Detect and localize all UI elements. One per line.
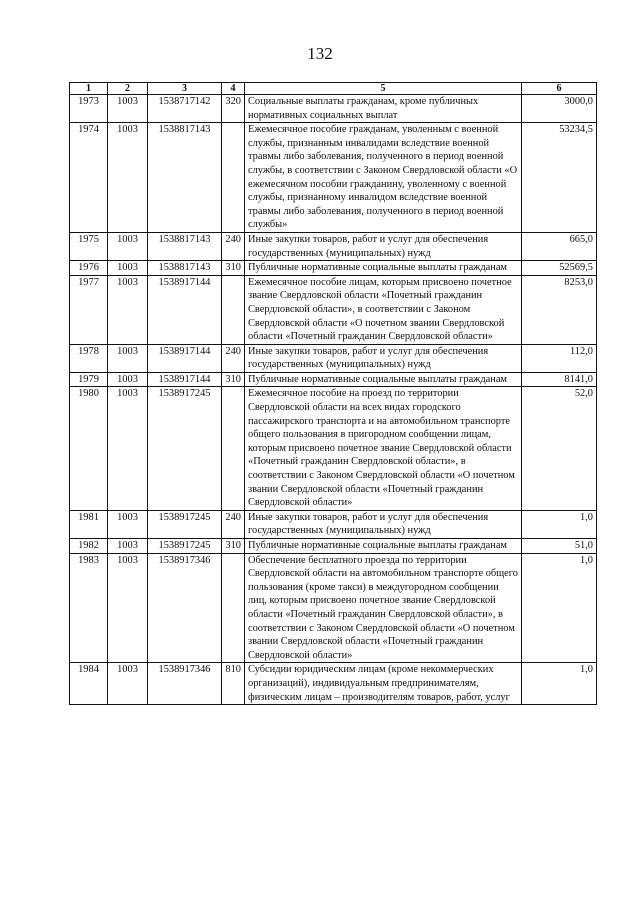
header-col-6: 6 [522,83,597,95]
table-row [70,232,597,260]
item-name: Обеспечение бесплатного проезда по территории Свердловской области на автомобильном транспорте общего пользования (кроме такси) в междугородном сообщении лиц, которым присвоено почетное звание Свердловской области «Почетный гражданин Свердловской области», в соответствии с Законом Свердловской области «О почетном звании Свердловской области «Почетный гражданин Свердловской области» [245,553,522,663]
kind-code: 310 [222,372,245,387]
target-code: 1538917144 [148,372,222,387]
row-number: 1975 [70,232,108,260]
section-code: 1003 [108,95,148,123]
section-code: 1003 [108,232,148,260]
item-name: Публичные нормативные социальные выплаты гражданам [245,261,522,276]
amount: 1,0 [522,510,597,538]
amount: 3000,0 [522,95,597,123]
header-col-2: 2 [108,83,148,95]
target-code: 1538917346 [148,553,222,663]
item-name: Ежемесячное пособие на проезд по территории Свердловской области на всех видах городского пассажирского транспорта и на автомобильном транспорте общего пользования в пригородном сообщении лицам, которым присвоено почетное звание Свердловской области «Почетный гражданин Свердловской области», в соответствии с Законом Свердловской области «О почетном звании Свердловской области «Почетный гражданин Свердловской области» [245,387,522,510]
kind-code: 320 [222,95,245,123]
page-number: 132 [307,44,333,63]
target-code: 1538917245 [148,387,222,510]
item-name: Публичные нормативные социальные выплаты гражданам [245,539,522,554]
kind-code: 240 [222,510,245,538]
kind-code: 240 [222,232,245,260]
kind-code [222,123,245,233]
amount: 1,0 [522,663,597,705]
item-name: Иные закупки товаров, работ и услуг для обеспечения государственных (муниципальных) нужд [245,510,522,538]
section-code: 1003 [108,372,148,387]
kind-code: 810 [222,663,245,705]
amount: 51,0 [522,539,597,554]
section-code: 1003 [108,663,148,705]
row-number: 1973 [70,95,108,123]
table-row [70,344,597,372]
amount: 53234,5 [522,123,597,233]
table-row [70,663,597,705]
target-code: 1538917144 [148,344,222,372]
item-name: Ежемесячное пособие лицам, которым присвоено почетное звание Свердловской области «Почетный гражданин Свердловской области», в соответствии с Законом Свердловской области «О почетном звании Свердловской области «Почетный гражданин Свердловской области» [245,275,522,344]
section-code: 1003 [108,123,148,233]
item-name: Публичные нормативные социальные выплаты гражданам [245,372,522,387]
section-code: 1003 [108,510,148,538]
table-row [70,553,597,663]
header-col-4: 4 [222,83,245,95]
target-code: 1538817143 [148,123,222,233]
table-row [70,539,597,554]
kind-code [222,553,245,663]
table-row [70,372,597,387]
kind-code [222,275,245,344]
header-col-1: 1 [70,83,108,95]
table-row [70,261,597,276]
row-number: 1979 [70,372,108,387]
section-code: 1003 [108,275,148,344]
section-code: 1003 [108,539,148,554]
header-col-3: 3 [148,83,222,95]
section-code: 1003 [108,553,148,663]
target-code: 1538917346 [148,663,222,705]
row-number: 1981 [70,510,108,538]
header-col-5: 5 [245,83,522,95]
amount: 52569,5 [522,261,597,276]
kind-code: 240 [222,344,245,372]
item-name: Иные закупки товаров, работ и услуг для обеспечения государственных (муниципальных) нужд [245,344,522,372]
target-code: 1538817143 [148,232,222,260]
target-code: 1538917144 [148,275,222,344]
target-code: 1538717142 [148,95,222,123]
table-row [70,387,597,510]
row-number: 1984 [70,663,108,705]
table-row [70,275,597,344]
table-row [70,95,597,123]
target-code: 1538817143 [148,261,222,276]
table-row [70,123,597,233]
item-name: Субсидии юридическим лицам (кроме некоммерческих организаций), индивидуальным предпринимателям, физическим лицам – производителям товаров, работ, услуг [245,663,522,705]
item-name: Социальные выплаты гражданам, кроме публичных нормативных социальных выплат [245,95,522,123]
target-code: 1538917245 [148,510,222,538]
kind-code: 310 [222,539,245,554]
kind-code: 310 [222,261,245,276]
amount: 112,0 [522,344,597,372]
amount: 8253,0 [522,275,597,344]
header-row [70,83,597,95]
amount: 52,0 [522,387,597,510]
section-code: 1003 [108,387,148,510]
item-name: Ежемесячное пособие гражданам, уволенным с военной службы, признанным инвалидами вследствие военной травмы либо заболевания, полученного в период военной службы, в соответствии с Законом Свердловской области «О ежемесячном пособии гражданину, уволенному с военной службы, признанному инвалидом вследствие военной травмы либо заболевания, полученного в период военной службы» [245,123,522,233]
kind-code [222,387,245,510]
row-number: 1980 [70,387,108,510]
row-number: 1983 [70,553,108,663]
row-number: 1978 [70,344,108,372]
target-code: 1538917245 [148,539,222,554]
row-number: 1974 [70,123,108,233]
budget-table [69,82,597,705]
item-name: Иные закупки товаров, работ и услуг для обеспечения государственных (муниципальных) нужд [245,232,522,260]
row-number: 1982 [70,539,108,554]
row-number: 1976 [70,261,108,276]
row-number: 1977 [70,275,108,344]
amount: 665,0 [522,232,597,260]
section-code: 1003 [108,344,148,372]
amount: 8141,0 [522,372,597,387]
section-code: 1003 [108,261,148,276]
table-row [70,510,597,538]
amount: 1,0 [522,553,597,663]
